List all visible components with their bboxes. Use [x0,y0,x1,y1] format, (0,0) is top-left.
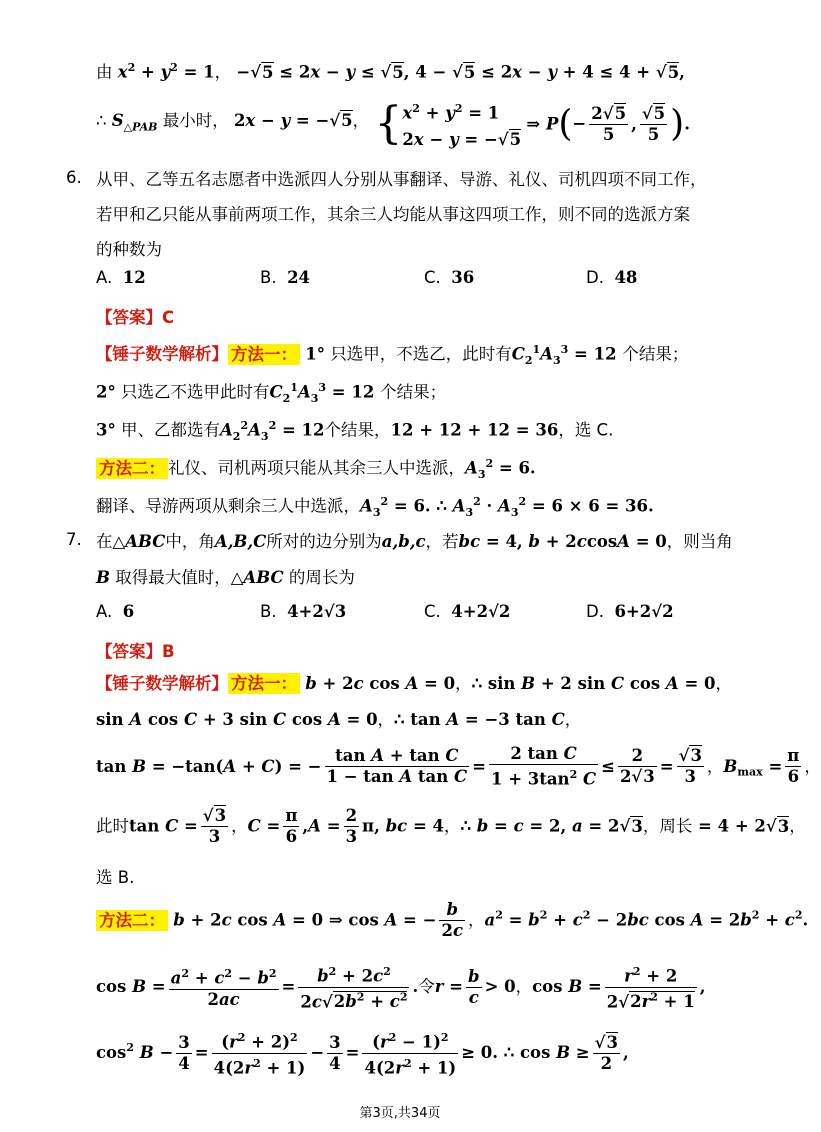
q7-method1-line1: 【锤子数学解析】 方法一： b + 2c cos A = 0，∴ sin B + 2 sin C cos A = 0， [96,674,733,693]
q7-option-d: D. 6+2√2 [586,602,674,621]
page-footer: 第3页,共34页 [359,1106,441,1121]
method2-tag: 方法二： [96,458,168,479]
q6-option-d: D. 48 [586,268,638,287]
q7-stem-line1: 在△ABC中，角A,B,C所对的边分别为a,b,c，若bc = 4, b + 2ccosA = 0，则当角 [96,532,733,551]
q6-number: 6. [66,168,82,187]
lead-text: 由 [96,62,113,82]
q6-method2-line1: 方法二： 礼仪、司机两项只能从其余三人中选派，$A_3^2 = 6$. [96,452,760,487]
analysis-tag: 【锤子数学解析】 [96,344,228,364]
q7-stem-line2: B 取得最大值时，△ABC 的周长为 [96,568,355,587]
q6-method2-line2: 翻译、导游两项从剩余三人中选派，$A_3^2 = 6$. ∴ $A_3^2 \cdot A_3^2 = 6 \times 6 = 36$. [96,495,654,519]
q7-option-b: B. 4+2√3 [260,602,347,621]
q6-method1-line3: 3° 甲、乙都选有$A_2^2A_3^2 = 12$个结果，12 + 12 + 12 = 36，选 C. [96,419,614,443]
q6-option-c: C. 36 [424,268,475,287]
q7-method2-line1: 方法二： b + 2c cos A = 0 ⇒ cos A = − $\frac{b}{2c}$ ，$a^2 = b^2 + c^2 - 2bc$ $\cos A = 2b^2 + c^2$. [96,900,760,948]
q6-option-b: B. 24 [260,268,311,287]
q7-option-c: C. 4+2√2 [424,602,511,621]
q6-method1-line1: 【锤子数学解析】 方法一： 1° 只选甲，不选乙，此时有$C_2^1A_3^3 = 12$ 个结果； [96,343,689,367]
q6-method1-line2: 2° 只选乙不选甲此时有$C_2^1A_3^3 = 12$ 个结果； [96,381,447,405]
q7-method1-line2: sin A cos C + 3 sin C cos A = 0，∴ tan A = −3 tan C， [96,710,582,729]
q7-choose: 选 B. [96,868,135,887]
q7-number: 7. [66,530,82,549]
q6-answer: 【答案】C [96,308,175,327]
q7-method1-line4: 此时tan C = $\frac{√3}{3}$ ，C = $\frac{\pi}{6}$ ,A = $\frac{2}{3}$ π, bc = 4，∴ b = c = 2, a = 2√3，周长 = 4 + 2√3， [96,806,806,846]
q7-option-a: A. 6 [96,602,135,621]
q7-method2-line3: $\cos^2 B$ − $\frac{3}{4}$ = $\frac{(r^2 + 2)^2}{4(2r^2 + 1)}$ − $\frac{3}{4}$ = $\frac{(r^2 - 1)^2}{4(2r^2 + 1)}$ ≥ 0. ∴ cos B ≥ $\frac{√3}{2}$ , [96,1028,760,1078]
method1-tag: 方法一： [228,344,300,365]
q7-method1-line3: tan B = −tan(A + C) = − $\frac{\text{tan A + tan C}}{\text{1 − tan A tan C}}$ = $\frac{\text{2 tan C}}{1 + 3\tan^2 C}$ ≤ $\frac{2}{2√3}$ = $\frac{√3}{3}$ ，$B_{max}$ = $\frac{\pi}{6}$ ， [96,744,821,789]
q5-cont-line2: ∴ $S_{\triangle PAB}$ 最小时， 2x − y = −√5， {$x^2 + y^2 = 1$ 2x − y = −√5 ⇒ P(− $\frac{2√5}{5}$ , $\frac{√5}{5}$ ). [96,98,690,150]
q7-answer: 【答案】B [96,642,175,661]
q6-stem-line1: 从甲、乙等五名志愿者中选派四人分别从事翻译、导游、礼仪、司机四项不同工作， [96,170,707,189]
q6-option-a: A. 12 [96,268,146,287]
q5-cont-line1: 由 $x^2 + y^2 = 1$， −√5 ≤ 2x − y ≤ √5, 4 − √5 ≤ 2x − y + 4 ≤ 4 + √5, [96,61,685,82]
q6-stem-line2: 若甲和乙只能从事前两项工作，其余三人均能从事这四项工作，则不同的选派方案 [96,205,690,224]
q6-stem-line3: 的种数为 [96,240,162,259]
q7-method2-line2: cos B = $\frac{a^2 + c^2 - b^2}{2ac}$ = $\frac{b^2 + 2c^2}{2c√2b^2 + c^2}$ .令r = $\frac{b}{c}$ > 0，cos B = $\frac{r^2 + 2}{2√2r^2 + 1}$ , [96,962,760,1012]
